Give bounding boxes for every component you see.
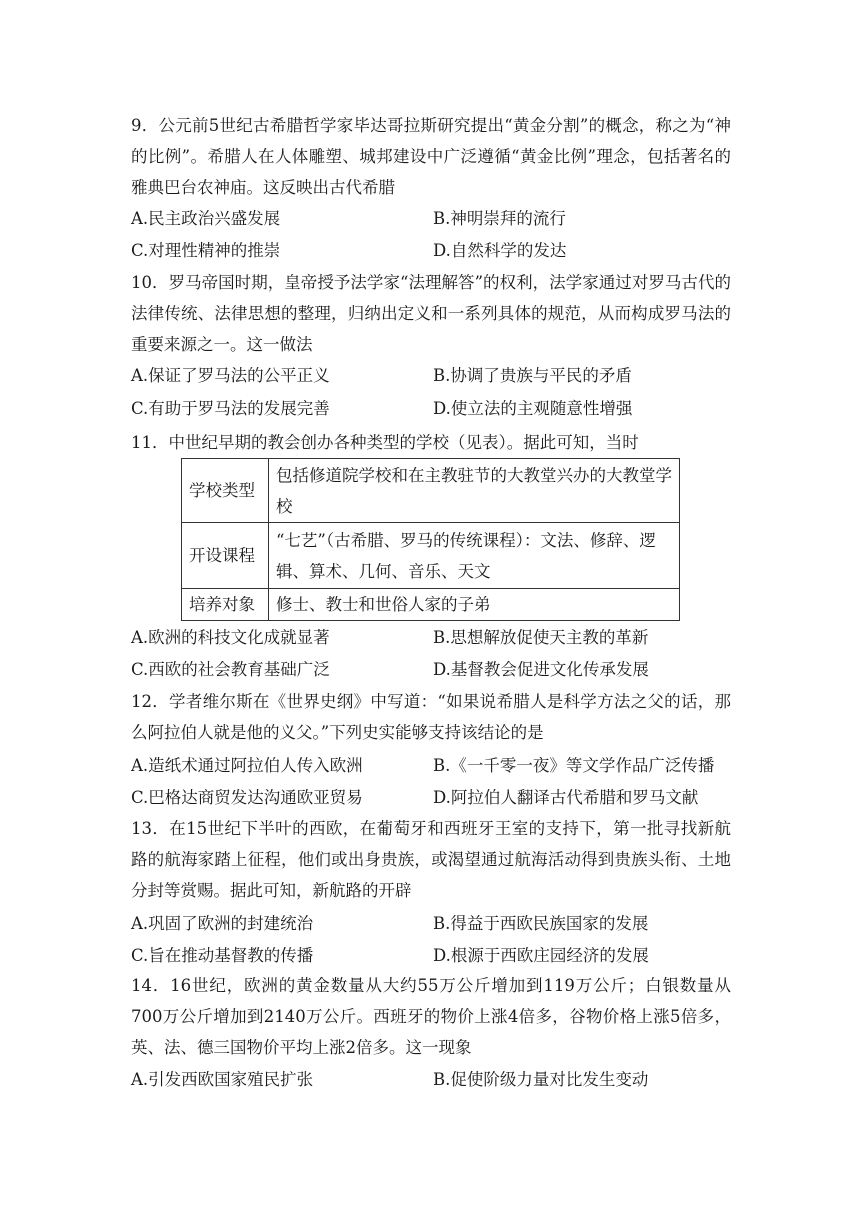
- question-14-option-b: B.促使阶级力量对比发生变动: [433, 1070, 649, 1089]
- table-cell: “七艺”（古希腊、罗马的传统课程）：文法、修辞、逻辑、算术、几何、音乐、天文: [269, 523, 680, 589]
- table-header-cell: 学校类型: [182, 459, 269, 523]
- table-row: [182, 459, 680, 523]
- question-11-option-d: D.基督教会促进文化传承发展: [433, 660, 649, 679]
- question-9-option-a: A.民主政治兴盛发展: [131, 209, 281, 228]
- question-10-option-d: D.使立法的主观随意性增强: [433, 399, 633, 418]
- school-types-table: [181, 458, 680, 621]
- question-12-stem: 12．学者维尔斯在《世界史纲》中写道：“如果说希腊人是科学方法之父的话，那么阿拉伯人就是他的义父。”下列史实能够支持该结论的是: [131, 692, 731, 742]
- question-11-option-c: C.西欧的社会教育基础广泛: [131, 660, 330, 679]
- table-row: [182, 589, 680, 621]
- question-9-option-d: D.自然科学的发达: [433, 241, 567, 260]
- question-13-stem: 13．在15世纪下半叶的西欧，在葡萄牙和西班牙王室的支持下，第一批寻找新航路的航海家踏上征程，他们或出身贵族，或渴望通过航海活动得到贵族头衔、土地分封等赏赐。据此可知，新航路的开辟: [131, 819, 731, 900]
- question-10-option-c: C.有助于罗马法的发展完善: [131, 399, 330, 418]
- question-13-option-c: C.旨在推动基督教的传播: [131, 946, 314, 965]
- table-cell: 包括修道院学校和在主教驻节的大教堂兴办的大教堂学校: [269, 459, 680, 523]
- question-10-option-b: B.协调了贵族与平民的矛盾: [433, 366, 632, 385]
- question-12-option-c: C.巴格达商贸发达沟通欧亚贸易: [131, 788, 363, 807]
- question-13-option-d: D.根源于西欧庄园经济的发展: [433, 946, 649, 965]
- table-header-cell: 培养对象: [182, 589, 269, 621]
- question-14-option-a: A.引发西欧国家殖民扩张: [131, 1070, 314, 1089]
- table-row: [182, 523, 680, 589]
- question-12-option-d: D.阿拉伯人翻译古代希腊和罗马文献: [433, 788, 699, 807]
- question-13-option-b: B.得益于西欧民族国家的发展: [433, 914, 649, 933]
- question-11-stem: 11．中世纪早期的教会创办各种类型的学校（见表）。据此可知，当时: [131, 433, 639, 452]
- question-10-stem: 10．罗马帝国时期，皇帝授予法学家“法理解答”的权利，法学家通过对罗马古代的法律传统、法律思想的整理，归纳出定义和一系列具体的规范，从而构成罗马法的重要来源之一。这一做法: [131, 273, 731, 354]
- table-header-cell: 开设课程: [182, 523, 269, 589]
- question-12-option-b: B.《一千零一夜》等文学作品广泛传播: [433, 756, 715, 775]
- question-10-option-a: A.保证了罗马法的公平正义: [131, 366, 330, 385]
- question-11-option-b: B.思想解放促使天主教的革新: [433, 628, 649, 647]
- question-11-option-a: A.欧洲的科技文化成就显著: [131, 628, 330, 647]
- question-14-stem: 14．16世纪，欧洲的黄金数量从大约55万公斤增加到119万公斤；白银数量从700万公斤增加到2140万公斤。西班牙的物价上涨4倍多，谷物价格上涨5倍多，英、法、德三国物价平均上涨2倍多。这一现象: [131, 976, 731, 1057]
- question-9-stem: 9．公元前5世纪古希腊哲学家毕达哥拉斯研究提出“黄金分割”的概念，称之为“神的比例”。希腊人在人体雕塑、城邦建设中广泛遵循“黄金比例”理念，包括著名的雅典巴台农神庙。这反映出古代希腊: [131, 116, 731, 197]
- question-13-option-a: A.巩固了欧洲的封建统治: [131, 914, 314, 933]
- question-12-option-a: A.造纸术通过阿拉伯人传入欧洲: [131, 756, 363, 775]
- question-9-option-c: C.对理性精神的推崇: [131, 241, 281, 260]
- table-cell: 修士、教士和世俗人家的子弟: [269, 589, 680, 621]
- question-9-option-b: B.神明崇拜的流行: [433, 209, 566, 228]
